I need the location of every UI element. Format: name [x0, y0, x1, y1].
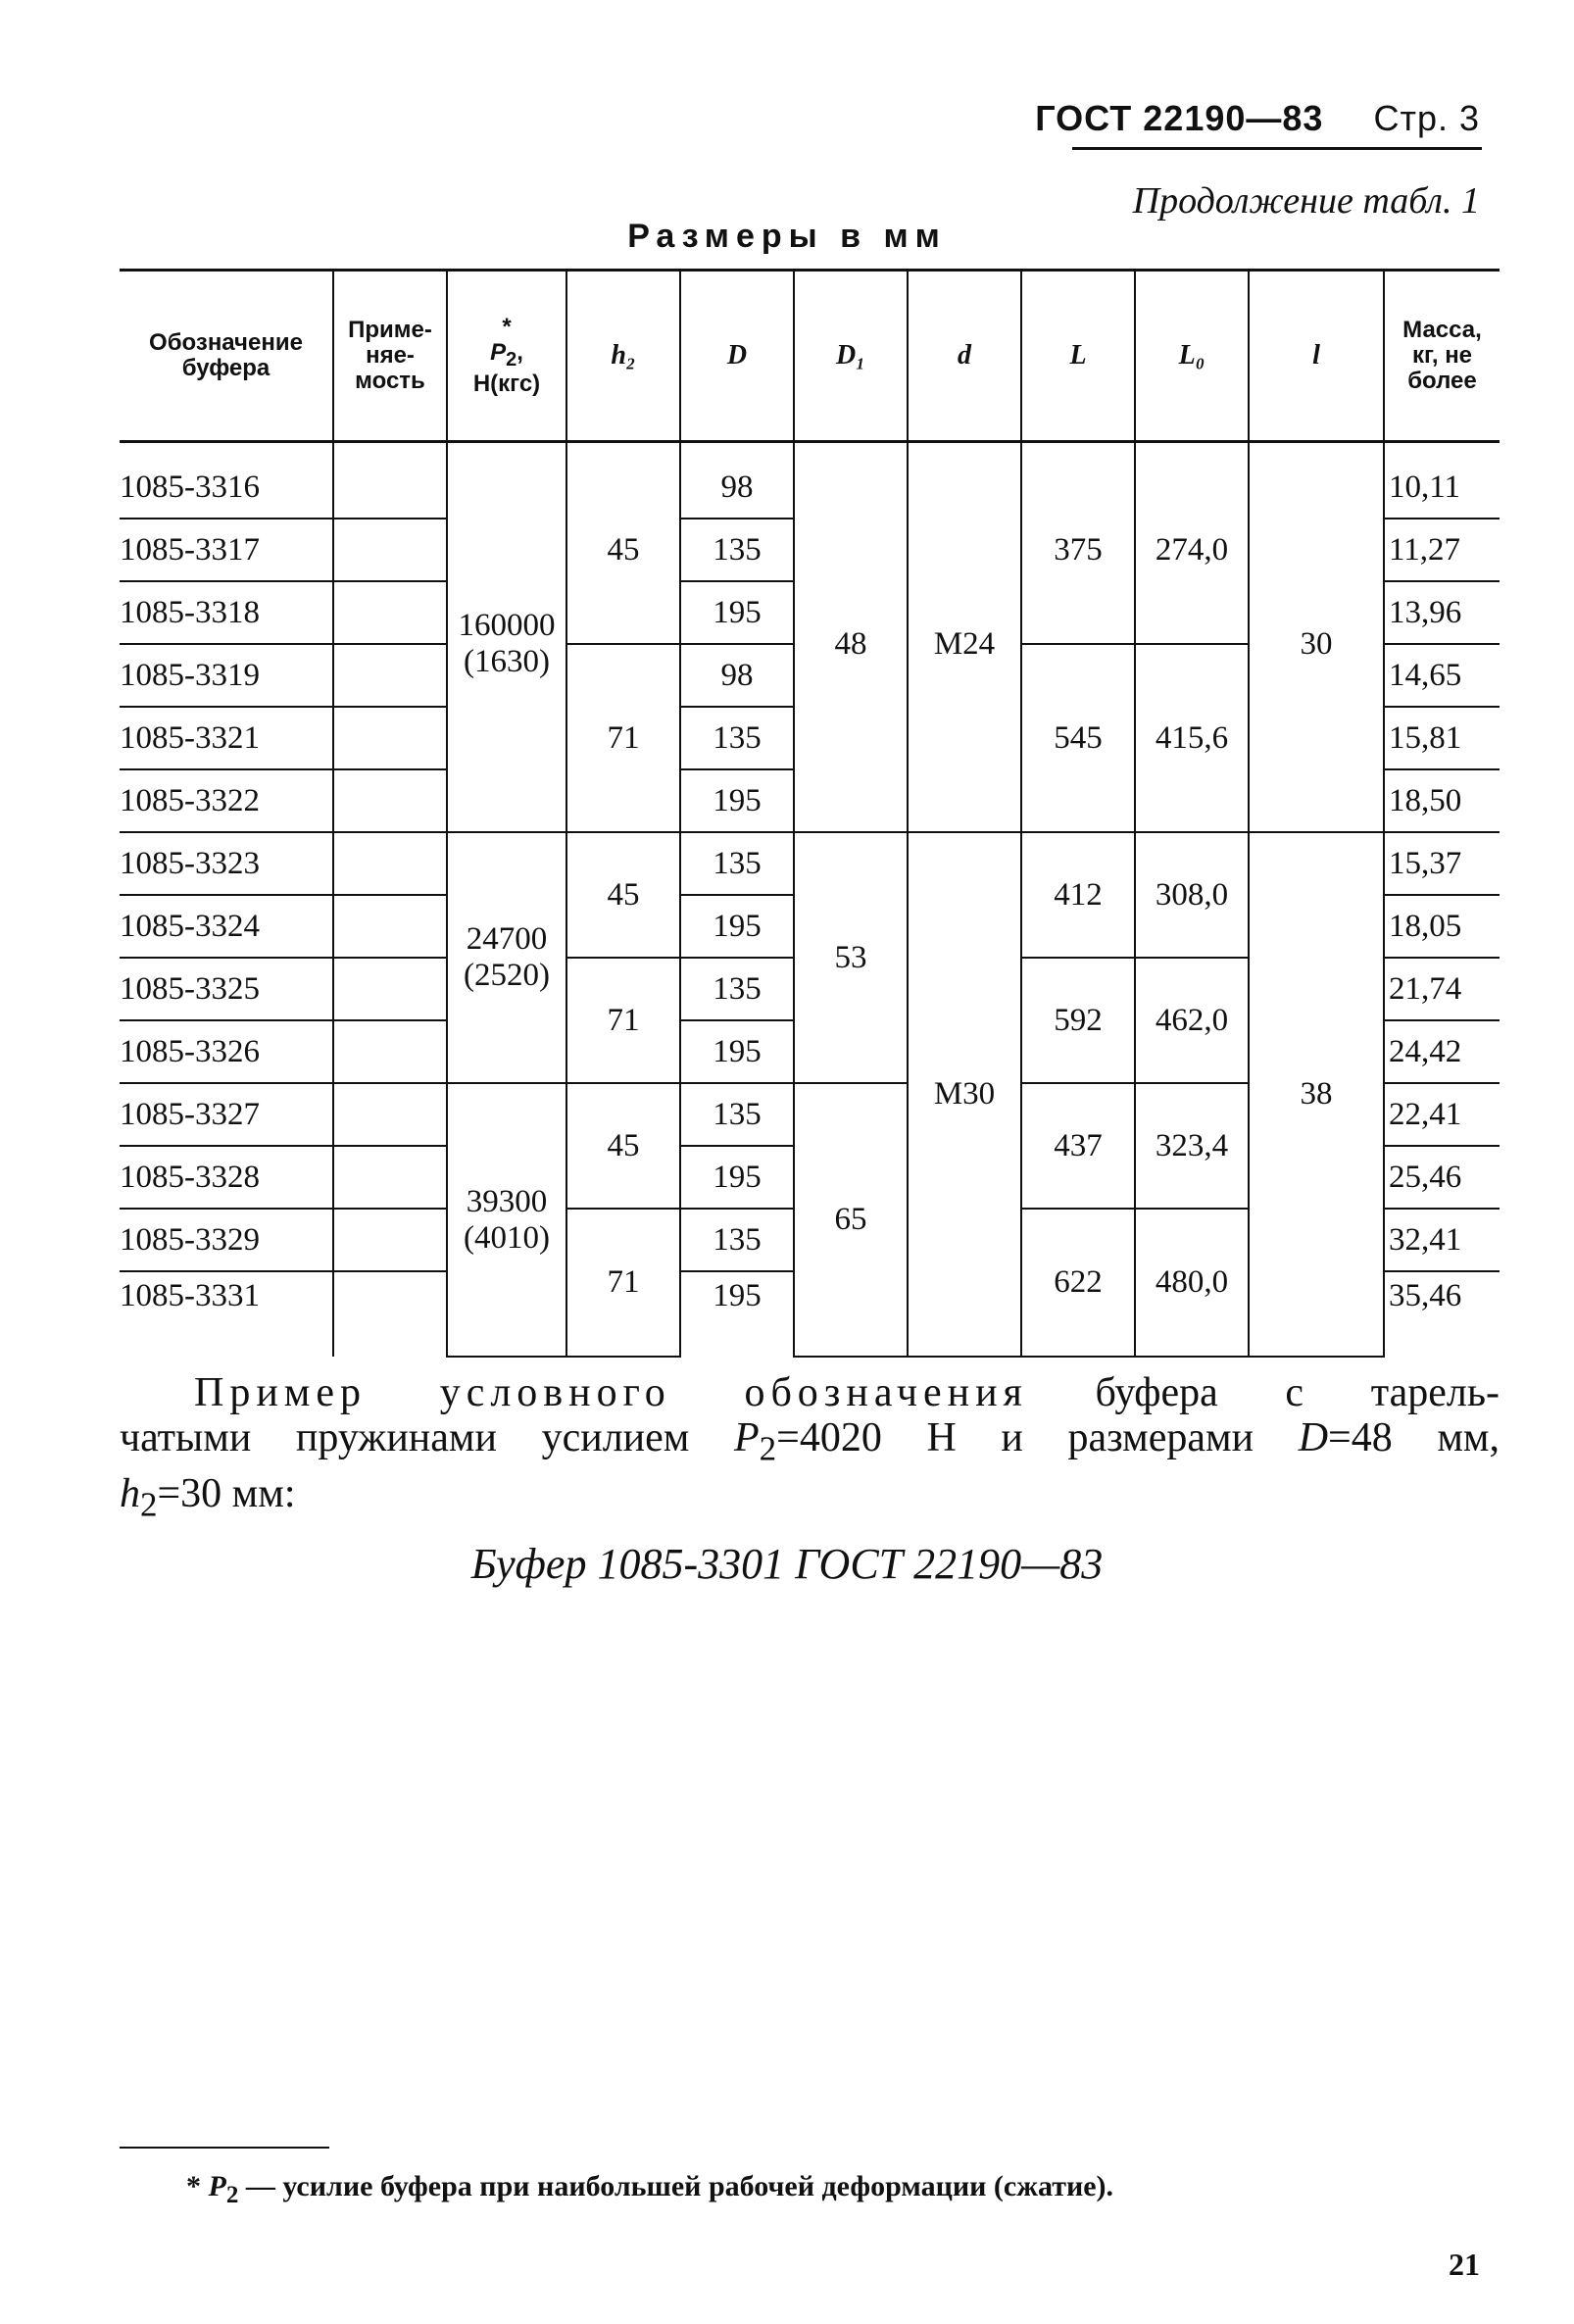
col-L0: L₀	[1135, 271, 1249, 442]
table-row: 1085-3321 135 15,81	[120, 707, 1500, 769]
standard-number: ГОСТ 22190—83	[1035, 98, 1324, 138]
buffer-table	[120, 269, 1500, 1358]
footnote: * $P_2$ — усилие буфера при наибольшей рабочей деформации (сжатие).	[186, 2170, 1114, 2208]
col-D: D	[680, 271, 794, 442]
col-mass: Масса, кг, не более	[1384, 271, 1500, 442]
table-row: 1085-3316 160000 (1630) 45 98 48 M24 375 274,0 30 10,11	[120, 442, 1500, 519]
table-row: 1085-3328 195 25,46	[120, 1146, 1500, 1209]
col-h2: h₂	[566, 271, 680, 442]
table-header-row	[120, 271, 1500, 442]
footnote-rule	[120, 2147, 329, 2149]
table-row: 1085-3326 195 24,42	[120, 1020, 1500, 1083]
col-D1: D₁	[794, 271, 908, 442]
table-row: 1085-3324 195 18,05	[120, 895, 1500, 958]
table-row: 1085-3319 71 98 545 415,6 14,65	[120, 644, 1500, 707]
col-p2: * $P_2$, Н(кгс)	[447, 271, 566, 442]
designation-example: Буфер 1085-3301 ГОСТ 22190—83	[470, 1540, 1104, 1588]
header-rule	[1072, 147, 1482, 150]
table-row: 1085-3323 24700 (2520) 45 135 53 M30 412 308,0 38 15,37	[120, 832, 1500, 895]
table-row: 1085-3327 39300 (4010) 45 135 65 437 323,4 22,41	[120, 1083, 1500, 1146]
col-l: l	[1249, 271, 1384, 442]
table-row: 1085-3322 195 18,50	[120, 769, 1500, 832]
example-paragraph: Пример условного обозначения буфера с тарель- чатыми пружинами усилием $P_2=4020$ Н и размерами D=48 мм, $h_2=30$ мм:	[120, 1370, 1500, 1524]
table-row: 1085-3317 135 11,27	[120, 519, 1500, 581]
table-row: 1085-3325 71 135 592 462,0 21,74	[120, 958, 1500, 1020]
page-header	[1035, 98, 1480, 139]
table-continuation-label: Продолжение табл. 1	[1132, 180, 1480, 222]
col-L: L	[1021, 271, 1135, 442]
table-row: 1085-3329 71 135 622 480,0 32,41	[120, 1209, 1500, 1271]
page-number: 21	[1449, 2247, 1480, 2282]
sizes-caption: Размеры в мм	[627, 218, 947, 255]
col-designation: Обозначение буфера	[120, 271, 333, 442]
table-row: 1085-3318 195 13,96	[120, 581, 1500, 644]
col-d: d	[908, 271, 1021, 442]
col-applicability: Приме- няе- мость	[333, 271, 447, 442]
page-label: Стр. 3	[1373, 98, 1480, 138]
table-row: 1085-3331 195 35,46	[120, 1271, 1500, 1357]
